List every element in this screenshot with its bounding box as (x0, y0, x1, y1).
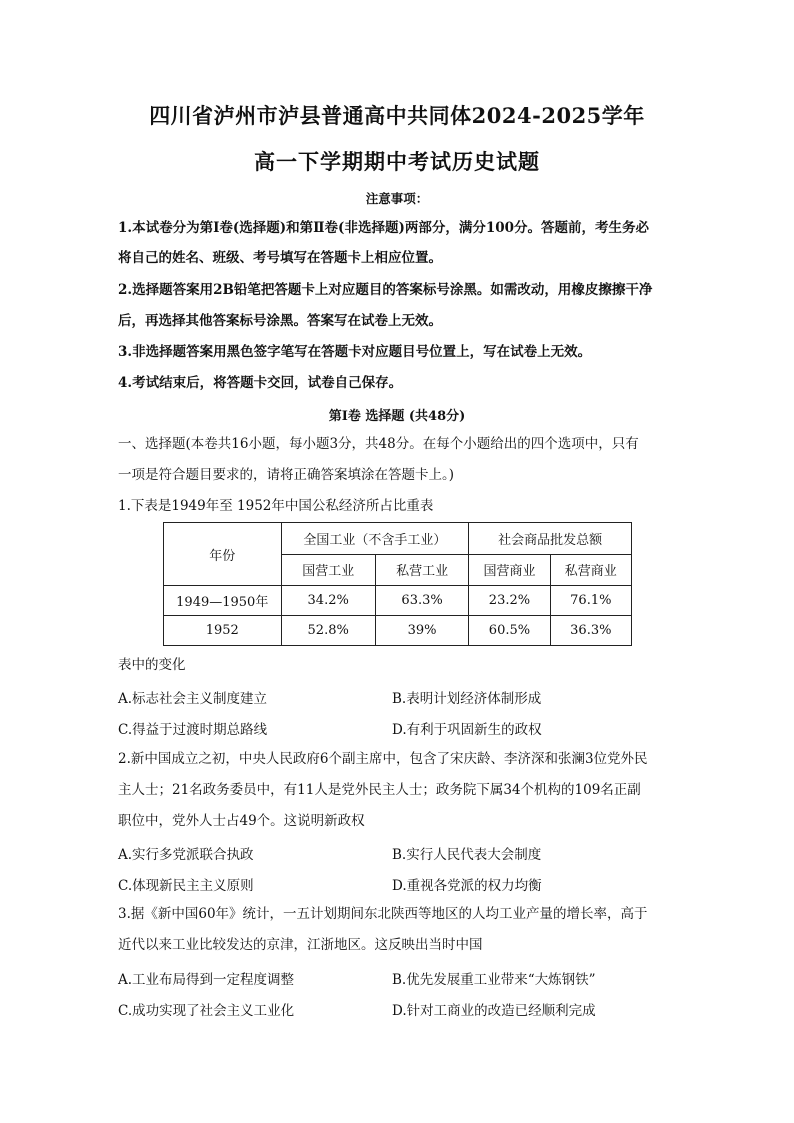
q2-option-a: A.实行多党派联合执政 (118, 847, 254, 863)
notice-line: 后，再选择其他答案标号涂黑。答案写在试卷上无效。 (118, 313, 442, 329)
table-subheader: 私营工业 (375, 554, 468, 586)
table-cell: 39% (375, 616, 468, 646)
exam-title-line2: 高一下学期期中考试历史试题 (254, 149, 540, 174)
q1-stem: 1.下表是1949年至 1952年中国公私经济所占比重表 (118, 498, 434, 514)
q1-tail: 表中的变化 (118, 657, 186, 673)
q3-option-d: D.针对工商业的改造已经顺利完成 (392, 1003, 596, 1019)
q2-option-c: C.体现新民主主义原则 (118, 878, 254, 894)
notice-line: 2.选择题答案用2B铅笔把答题卡上对应题目的答案标号涂黑。如需改动，用橡皮擦擦干净 (118, 282, 653, 298)
table-header-year: 年份 (164, 523, 282, 586)
q1-option-a: A.标志社会主义制度建立 (118, 691, 268, 707)
table-row (164, 586, 632, 616)
table-cell: 23.2% (469, 586, 550, 616)
table-cell: 34.2% (281, 586, 375, 616)
table-cell-year: 1949—1950年 (164, 586, 282, 616)
table-cell: 60.5% (469, 616, 550, 646)
q2-stem-line: 2.新中国成立之初，中央人民政府6个副主席中，包含了宋庆龄、李济深和张澜3位党外民 (118, 751, 648, 767)
table-subheader: 国营工业 (281, 554, 375, 586)
notice-line: 将自己的姓名、班级、考号填写在答题卡上相应位置。 (118, 250, 442, 266)
table-subheader: 私营商业 (550, 554, 631, 586)
economy-share-table (163, 522, 632, 646)
section-intro-line: 一项是符合题目要求的，请将正确答案填涂在答题卡上。) (118, 467, 455, 483)
q3-option-a: A.工业布局得到一定程度调整 (118, 972, 295, 988)
q1-option-b: B.表明计划经济体制形成 (392, 691, 542, 707)
section-intro-line: 一、选择题(本卷共16小题，每小题3分，共48分。在每个小题给出的四个选项中，只有 (118, 436, 639, 452)
table-cell-year: 1952 (164, 616, 282, 646)
notice-line: 1.本试卷分为第Ⅰ卷(选择题)和第Ⅱ卷(非选择题)两部分，满分100分。答题前，考生务必 (118, 220, 650, 236)
table-header-wholesale: 社会商品批发总额 (469, 523, 632, 555)
q2-option-d: D.重视各党派的权力均衡 (392, 878, 542, 894)
table-subheader: 国营商业 (469, 554, 550, 586)
notice-line: 3.非选择题答案用黑色签字笔写在答题卡对应题目号位置上，写在试卷上无效。 (118, 344, 592, 360)
section-title: 第Ⅰ卷 选择题 (共48分) (328, 409, 466, 424)
q2-stem-line: 主人士；21名政务委员中，有11人是党外民主人士；政务院下属34个机构的109名正副 (118, 782, 641, 798)
q3-stem-line: 3.据《新中国60年》统计，一五计划期间东北陕西等地区的人均工业产量的增长率，高于 (118, 906, 648, 922)
q2-option-b: B.实行人民代表大会制度 (392, 847, 542, 863)
table-cell: 52.8% (281, 616, 375, 646)
table-cell: 76.1% (550, 586, 631, 616)
q2-stem-line: 职位中，党外人士占49个。这说明新政权 (118, 813, 365, 829)
table-header-industry: 全国工业（不含手工业） (281, 523, 469, 555)
exam-title-line1: 四川省泸州市泸县普通高中共同体2024-2025学年 (149, 103, 645, 128)
q3-option-c: C.成功实现了社会主义工业化 (118, 1003, 295, 1019)
table-cell: 63.3% (375, 586, 468, 616)
notice-heading: 注意事项： (365, 191, 429, 206)
q1-option-c: C.得益于过渡时期总路线 (118, 722, 268, 738)
q1-option-d: D.有利于巩固新生的政权 (392, 722, 542, 738)
q3-stem-line: 近代以来工业比较发达的京津，江浙地区。这反映出当时中国 (118, 937, 483, 953)
notice-line: 4.考试结束后，将答题卡交回，试卷自己保存。 (118, 375, 403, 391)
table-row (164, 616, 632, 646)
table-cell: 36.3% (550, 616, 631, 646)
q3-option-b: B.优先发展重工业带来“大炼钢铁” (392, 972, 596, 988)
